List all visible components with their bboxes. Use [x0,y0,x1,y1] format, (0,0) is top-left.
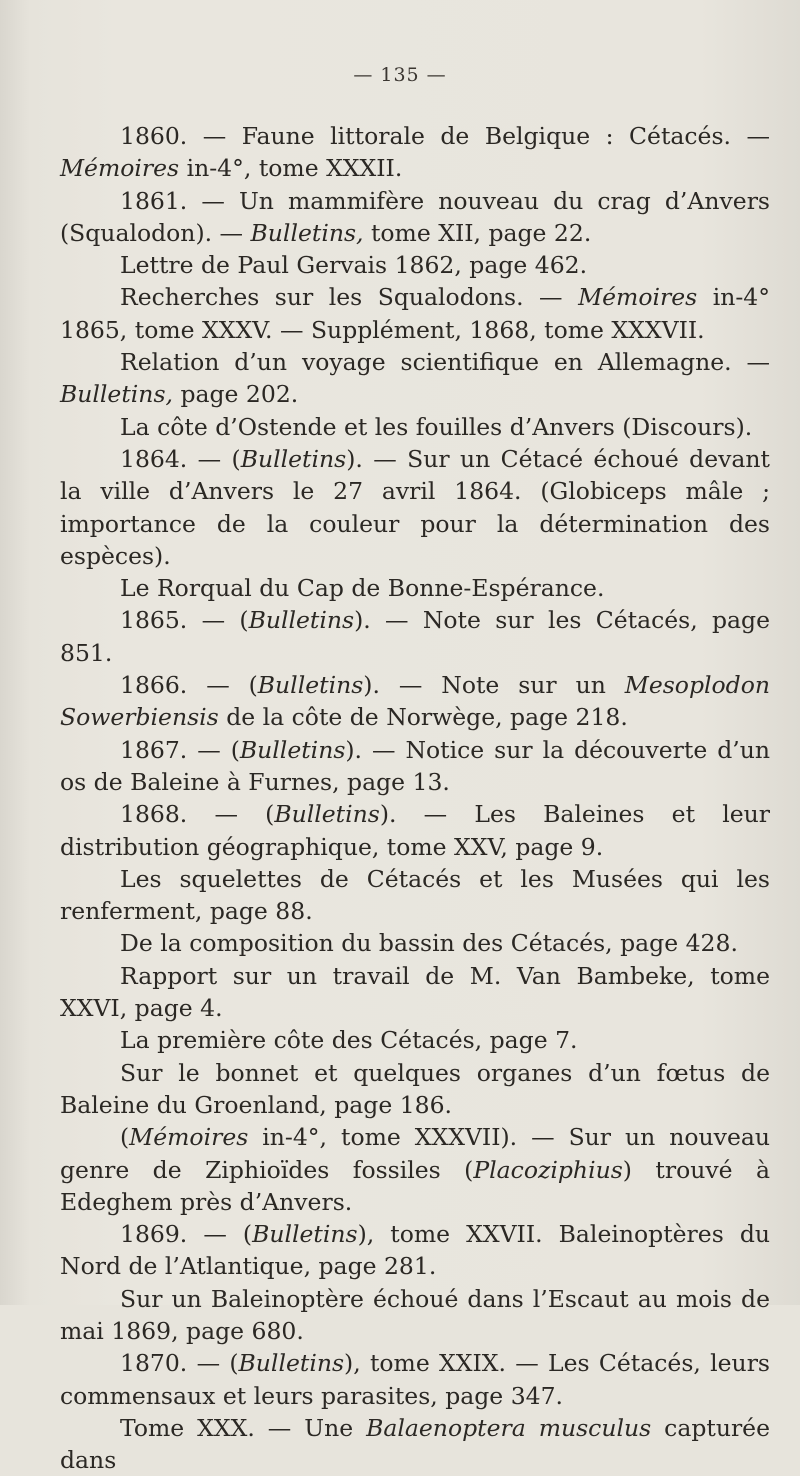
text-segment: ( [120,1123,130,1152]
bibliography-entry [60,1218,770,1283]
text-segment: 1870. — ( [120,1349,239,1378]
bibliography-entry [60,669,770,734]
text-segment: Tome XXX. — Une [120,1413,367,1442]
text-segment: in-4°, tome XXXVII). — Sur un nouveau genre de Ziphioïdes fossiles ( [60,1123,770,1184]
bibliography-entry [60,1057,770,1122]
text-segment: capturée dans [60,1413,771,1475]
text-segment: ). — Note sur les Cétacés, page 851. [60,606,770,667]
italic-text: Bulletins, [250,218,364,247]
text-segment: Lettre de Paul Gervais 1862, page 462. [120,251,588,280]
bibliography-entry [60,1347,770,1412]
bibliography-entry [60,863,770,928]
bibliography-entry [60,120,770,185]
text-segment: La côte d’Ostende et les fouilles d’Anvers (Discours). [120,412,753,441]
italic-text: Bulletins, [60,380,173,409]
text-segment: 1868. — ( [120,800,275,829]
bibliography-entry [60,798,770,863]
bibliography-entry [60,734,770,799]
text-segment: 1867. — ( [120,735,240,764]
text-segment: Sur un Baleinoptère échoué dans l’Escaut au mois de mai 1869, page 680. [60,1284,770,1345]
italic-text: Bulletins [257,671,364,700]
bibliography-entry [60,1283,770,1348]
bibliography-entry [60,281,770,346]
italic-text: Bulletins [274,800,380,829]
italic-text: Mémoires [578,283,698,312]
text-segment: 1861. — Un mammifère nouveau du crag d’Anvers (Squalodon). — [60,186,770,247]
text-segment: 1869. — ( [120,1220,253,1249]
text-segment: ) trouvé à Edeghem près d’Anvers. [60,1155,771,1216]
italic-text: Bulletins [252,1220,358,1249]
text-segment: ). — Notice sur la découverte d’un os de Baleine à Furnes, page 13. [60,735,770,796]
bibliography-entry [60,346,770,411]
text-segment: ). — Note sur un [363,671,625,700]
text-segment: page 202. [172,380,299,409]
italic-text: Mesoplodon Sowerbiensis [60,671,770,732]
text-segment: La première côte des Cétacés, page 7. [120,1026,578,1055]
text-segment: ), tome XXIX. — Les Cétacés, leurs commensaux et leurs parasites, page 347. [60,1349,770,1410]
italic-text: Bulletins [239,735,346,764]
bibliography-entry [60,927,770,959]
italic-text: Bulletins [248,606,355,635]
text-segment: 1860. — Faune littorale de Belgique : Cétacés. — [120,122,770,150]
italic-text: Bulletins [238,1349,345,1378]
page-number: — 135 — [353,64,447,86]
italic-text: Bulletins [240,444,347,473]
text-segment: Relation d’un voyage scientifique en Allemagne. — [120,348,770,377]
bibliography-entry [60,443,770,572]
italic-text: Balaenoptera musculus [366,1413,652,1442]
text-segment: 1866. — ( [120,671,258,700]
italic-text: Mémoires [60,154,180,183]
bibliography-entry [60,572,770,604]
bibliography-entry [60,960,770,1025]
bibliography-entry [60,1412,770,1476]
text-segment: tome XII, page 22. [363,218,592,247]
text-segment: ), tome XXVII. Baleinoptères du Nord de l’Atlantique, page 281. [60,1220,770,1281]
bibliography-entry [60,185,770,250]
text-segment: Sur le bonnet et quelques organes d’un fœtus de Baleine du Groenland, page 186. [60,1058,770,1119]
text-segment: Rapport sur un travail de M. Van Bambeke, tome XXVI, page 4. [60,961,770,1023]
text-segment: de la côte de Norwège, page 218. [218,703,628,732]
text-segment: ). — Les Baleines et leur distribution géographique, tome XXV, page 9. [60,800,770,861]
text-segment: Recherches sur les Squalodons. — [120,283,579,312]
text-segment: in-4° 1865, tome XXXV. — Supplément, 1868, tome XXXVII. [60,283,771,344]
text-segment: De la composition du bassin des Cétacés, page 428. [120,929,738,958]
text-segment: Le Rorqual du Cap de Bonne-Espérance. [120,574,605,603]
bibliography-text [60,120,770,1476]
text-segment: 1865. — ( [120,606,249,635]
bibliography-entry [60,411,770,443]
text-segment: in-4°, tome XXXII. [179,154,403,183]
bibliography-entry [60,249,770,281]
text-segment: 1864. — ( [120,444,241,473]
italic-text: Placoziphius [473,1155,623,1184]
text-segment: Les squelettes de Cétacés et les Musées qui les renferment, page 88. [60,864,770,926]
bibliography-entry [60,604,770,669]
bibliography-entry [60,1024,770,1056]
italic-text: Mémoires [129,1123,249,1152]
bibliography-entry [60,1121,770,1218]
text-segment: ). — Sur un Cétacé échoué devant la ville d’Anvers le 27 avril 1864. (Globiceps mâle ; importance de la couleur pour la détermination des espèces). [60,444,770,570]
